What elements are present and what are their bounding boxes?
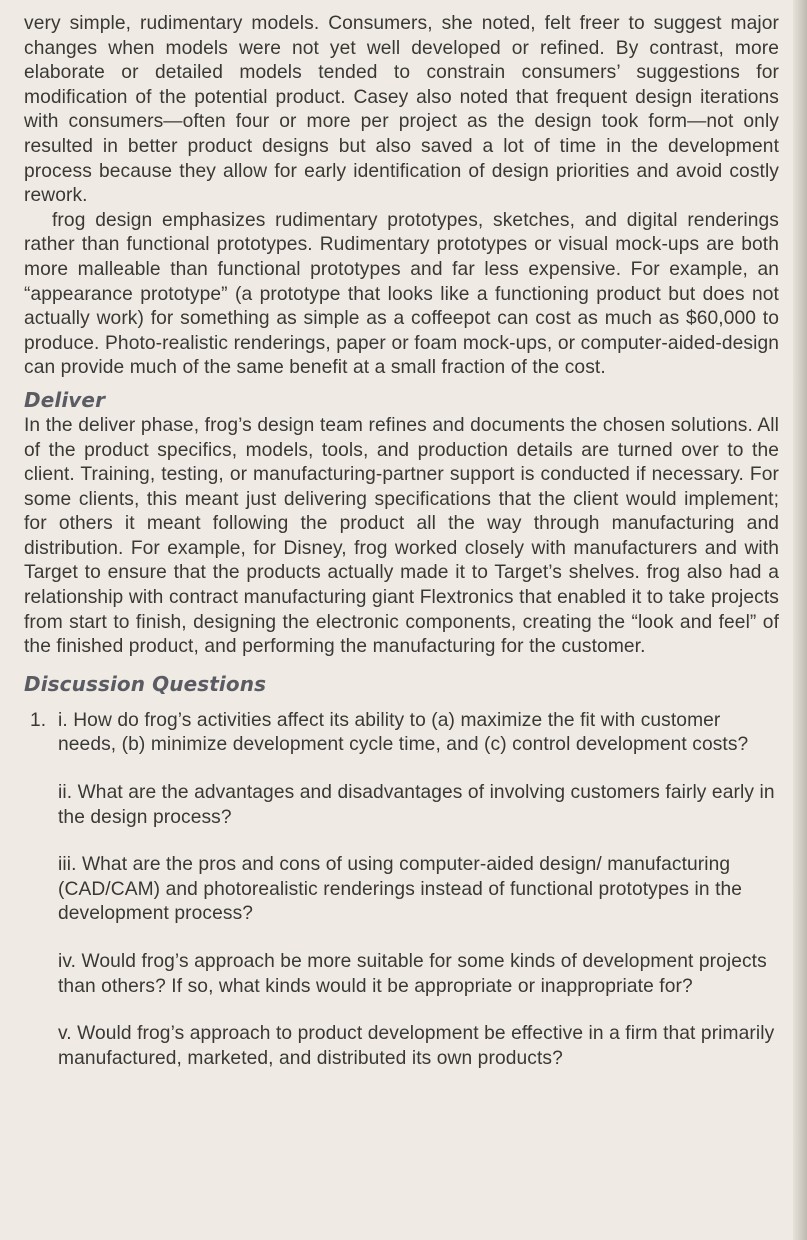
page-content — [24, 12, 779, 1094]
question-iii: iii. What are the pros and cons of using computer-aided design/ manufacturing (CAD/CAM) and photorealistic renderings instead of functional prototypes in the development process? — [58, 854, 743, 925]
discussion-question-list — [30, 709, 779, 1072]
question-ii: ii. What are the advantages and disadvantages of involving customers fairly early in the design process? — [58, 782, 775, 828]
body-paragraph-2: frog design emphasizes rudimentary prototypes, sketches, and digital renderings rather than functional prototypes. Rudimentary prototypes or visual mock-ups are both more malleable than functional prototypes and far less expensive. For example, an “appearance prototype” (a prototype that looks like a functioning product but does not actually work) for something as simple as a coffeepot can cost as much as $60,000 to produce. Photo-realistic renderings, paper or foam mock-ups, or computer-aided-design can provide much of the same benefit at a small fraction of the cost. — [24, 209, 779, 379]
question-v: v. Would frog’s approach to product development be effective in a firm that primarily manufactured, marketed, and distributed its own products? — [58, 1023, 775, 1069]
discussion-questions-heading: Discussion Questions — [24, 671, 267, 696]
page-edge-shadow — [793, 0, 807, 1240]
question-i: i. How do frog’s activities affect its ability to (a) maximize the fit with customer needs, (b) minimize development cycle time, and (c) control development costs? — [58, 709, 749, 756]
body-paragraph-3: In the deliver phase, frog’s design team refines and documents the chosen solutions. All of the product specifics, models, tools, and production details are turned over to the client. Training, testing, or manufacturing-partner support is conducted if necessary. For some clients, this meant just delivering specifications that the client would implement; for others it meant following the product all the way through manufacturing and distribution. For example, for Disney, frog worked closely with manufacturers and with Target to ensure that the products actually made it to Target’s shelves. frog also had a relationship with contract manufacturing giant Flextronics that enabled it to take projects from start to finish, designing the electronic components, creating the “look and feel” of the finished product, and performing the manufacturing for the customer. — [24, 414, 779, 658]
deliver-heading: Deliver — [24, 387, 106, 412]
question-number: 1. — [30, 709, 47, 731]
question-iv: iv. Would frog’s approach be more suitable for some kinds of development projects than others? If so, what kinds would it be appropriate or inappropriate for? — [58, 951, 767, 997]
body-paragraph-1: very simple, rudimentary models. Consumers, she noted, felt freer to suggest major changes when models were not yet well developed or refined. By contrast, more elaborate or detailed models tended to constrain consumers’ suggestions for modification of the potential product. Casey also noted that frequent design iterations with consumers—often four or more per project as the design took form—not only resulted in better product designs but also saved a lot of time in the development process because they allow for early identification of design priorities and avoid costly rework. — [24, 13, 779, 207]
